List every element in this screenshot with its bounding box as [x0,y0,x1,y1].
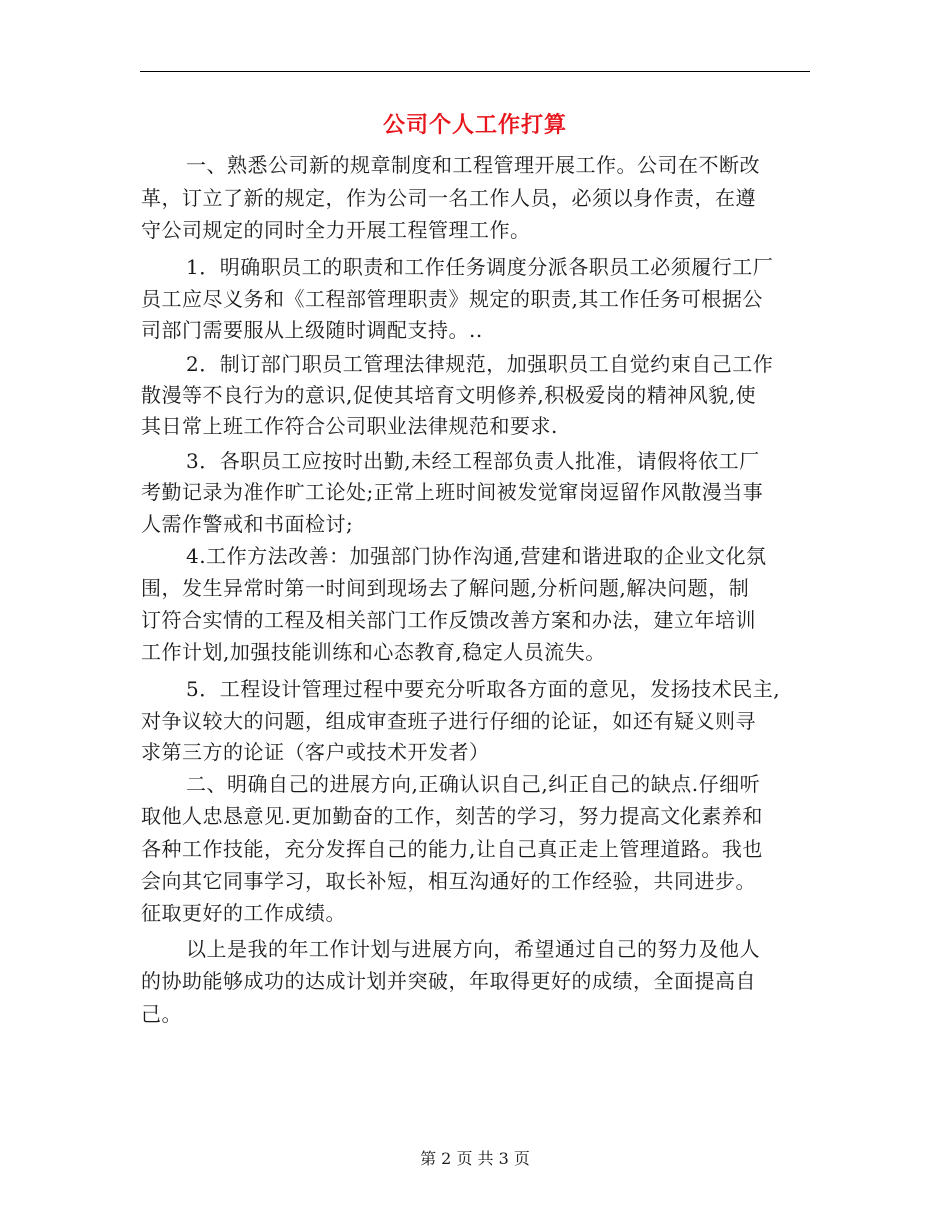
paragraph-line: 考勤记录为准作旷工论处;正常上班时间被发觉窜岗逗留作风散漫当事 [141,480,764,504]
paragraph-line: 其日常上班工作符合公司职业法律规范和要求. [141,414,558,438]
paragraph-line: 人需作警戒和书面检讨; [141,512,354,536]
paragraph-line: 一、熟悉公司新的规章制度和工程管理开展工作。公司在不断改 [186,153,760,177]
paragraph-line: 革，订立了新的规定，作为公司一名工作人员，必须以身作责，在遵 [141,186,756,210]
paragraph-line: 员工应尽义务和《工程部管理职责》规定的职责,其工作任务可根据公 [141,287,763,311]
paragraph-line: 己。 [141,1002,182,1026]
paragraph-line: 司部门需要服从上级随时调配支持。.. [141,318,483,342]
paragraph-line: 求第三方的论证（客户或技术开发者） [141,740,490,764]
paragraph-line: 各种工作技能，充分发挥自己的能力,让自己真正走上管理道路。我也 [141,837,763,861]
paragraph-line: 的协助能够成功的达成计划并突破，年取得更好的成绩，全面提高自 [141,969,756,993]
paragraph-line: 散漫等不良行为的意识,促使其培育文明修养,积极爱岗的精神风貌,使 [141,383,757,407]
paragraph-line: 会向其它同事学习，取长补短，相互沟通好的工作经验，共同进步。 [141,869,756,893]
paragraph-line: 对争议较大的问题，组成审查班子进行仔细的论证，如还有疑义则寻 [141,709,756,733]
paragraph-line: 工作计划,加强技能训练和心态教育,稳定人员流失。 [141,640,606,664]
paragraph-line: 二、明确自己的进展方向,正确认识自己,纠正自己的缺点.仔细听 [186,772,761,796]
paragraph-line: 订符合实情的工程及相关部门工作反馈改善方案和办法，建立年培训 [141,608,756,632]
paragraph-line: 守公司规定的同时全力开展工程管理工作。 [141,218,531,242]
paragraph-line: 围，发生异常时第一时间到现场去了解问题,分析问题,解决问题，制 [141,576,750,600]
paragraph-line: 1．明确职员工的职责和工作任务调度分派各职员工必须履行工厂 [186,255,774,279]
paragraph-line: 3．各职员工应按时出勤,未经工程部负责人批准，请假将依工厂 [186,449,760,473]
paragraph-line: 4.工作方法改善：加强部门协作沟通,营建和谐进取的企业文化氛 [186,544,767,568]
paragraph-line: 征取更好的工作成绩。 [141,901,346,925]
paragraph-line: 2．制订部门职员工管理法律规范，加强职员工自觉约束自己工作 [186,352,774,376]
header-rule [140,71,810,72]
page-number: 第 2 页 共 3 页 [420,1149,530,1168]
paragraph-line: 5．工程设计管理过程中要充分听取各方面的意见，发扬技术民主, [186,677,781,701]
document-title: 公司个人工作打算 [382,112,567,138]
paragraph-line: 以上是我的年工作计划与进展方向，希望通过自己的努力及他人 [186,937,760,961]
paragraph-line: 取他人忠恳意见.更加勤奋的工作，刻苦的学习，努力提高文化素养和 [141,804,763,828]
